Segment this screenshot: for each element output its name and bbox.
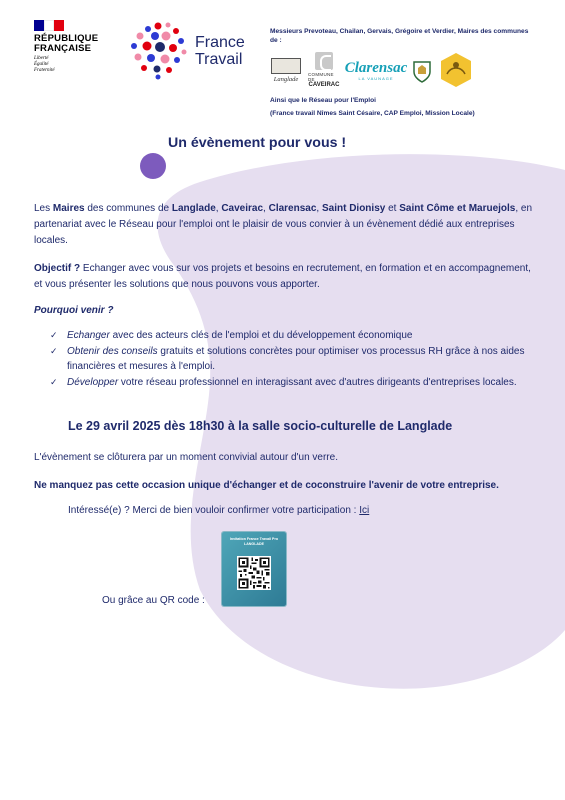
intro-bold-langlade: Langlade [171, 203, 216, 214]
closing-text: L'évènement se clôturera par un moment convivial autour d'un verre. [34, 452, 338, 463]
reseau-emploi-block [270, 94, 550, 120]
pourquoi-heading: Pourquoi venir ? [34, 305, 114, 316]
confirm-text: Intéressé(e) ? Merci de bien vouloir confirmer votre participation : [68, 505, 360, 516]
purple-dot-decoration [140, 153, 166, 179]
intro-bold-saint-dionisy: Saint Dionisy [321, 203, 386, 214]
caveirac-logo [308, 52, 340, 88]
reason-emphasis: Echanger [67, 330, 110, 341]
reseau-line1: Ainsi que le Réseau pour l'Emploi [270, 97, 376, 104]
french-flag-icon [34, 20, 64, 31]
qr-card-line2: LANGLADE [244, 542, 264, 546]
saint-dionisy-crest-icon [412, 60, 432, 84]
france-travail-logo [128, 20, 263, 80]
confirm-link[interactable]: Ici [359, 505, 370, 516]
checkmark-icon: ✓ [50, 377, 58, 387]
caveirac-logo-top: COMMUNE DE [308, 72, 334, 82]
intro-text: des communes de [84, 203, 172, 214]
list-item [50, 344, 540, 374]
reason-text: gratuits et solutions concrètes pour optimiser vos processus RH grâce à nos aides financières et mesures à l'emploi. [67, 346, 525, 372]
caveirac-logo-name: CAVEIRAC [308, 82, 340, 88]
objectif-label: Objectif ? [34, 263, 81, 274]
qr-code-icon [237, 556, 271, 590]
intro-text: , en partenariat avec le Réseau pour l'emploi ont le plaisir de vous convier à un évènement dédié aux entreprises locales. [34, 203, 533, 246]
reason-emphasis: Obtenir des conseils [67, 346, 158, 357]
list-item [50, 375, 540, 390]
intro-bold-maires: Maires [52, 203, 85, 214]
commune-logos [270, 52, 480, 90]
langlade-logo-text: Langlade [273, 75, 299, 83]
republique-motto [34, 56, 124, 74]
reseau-line2: (France travail Nîmes Saint Césaire, CAP Emploi, Mission Locale) [270, 110, 475, 117]
intro-bold-clarensac: Clarensac [268, 203, 317, 214]
page-title: Un évènement pour vous ! [168, 135, 347, 151]
confirm-participation [68, 503, 488, 519]
event-date-line: Le 29 avril 2025 dès 18h30 à la salle socio-culturelle de Langlade [68, 419, 453, 433]
reason-text: votre réseau professionnel en interagissant avec d'autres dirigeants d'entreprises locales. [118, 377, 517, 388]
intro-bold-caveirac: Caveirac [221, 203, 264, 214]
reason-text: avec des acteurs clés de l'emploi et du développement économique [109, 330, 413, 341]
qr-code-label: Ou grâce au QR code : [102, 595, 205, 606]
republique-line2: FRANÇAISE [34, 43, 92, 54]
intro-bold-saint-come: Saint Côme et Maruejols [399, 203, 516, 214]
checkmark-icon: ✓ [50, 346, 58, 356]
clarensac-logo-name: Clarensac [344, 59, 408, 76]
france-travail-dots-icon [128, 20, 190, 80]
objectif-text: Echanger avec vous sur vos projets et besoins en recrutement, en formation et en accompagnement, et vous présenter les solutions que nous pouvons vous apporter. [34, 263, 531, 290]
republique-francaise-logo [34, 20, 124, 74]
intro-text: Les [34, 203, 53, 214]
list-item [50, 328, 540, 343]
intro-text: , [215, 203, 222, 214]
motto-liberte: Liberté [34, 56, 49, 61]
intro-paragraph [34, 201, 534, 249]
reason-emphasis: Développer [67, 377, 119, 388]
france-travail-wordmark [195, 34, 245, 68]
motto-egalite: Égalité [34, 62, 49, 67]
saint-come-maruejols-logo-icon [438, 52, 474, 88]
intro-text: et [385, 203, 400, 214]
reasons-list [50, 328, 540, 391]
langlade-emblem-icon [271, 58, 301, 74]
france-travail-line2: Travail [195, 51, 243, 68]
france-travail-line1: France [195, 34, 245, 51]
intro-text: , [316, 203, 322, 214]
langlade-logo [270, 54, 302, 86]
checkmark-icon: ✓ [50, 330, 58, 340]
republique-line1: RÉPUBLIQUE [34, 33, 99, 44]
mayors-address: Messieurs Prevoteau, Chailan, Gervais, Grégoire et Verdier, Maires des communes de : [270, 28, 529, 44]
call-to-action: Ne manquez pas cette occasion unique d'échanger et de coconstruire l'avenir de votre entreprise. [34, 480, 499, 491]
caveirac-emblem-icon [315, 52, 333, 70]
qr-card-line1: Invitation France Travail Pro [229, 537, 279, 541]
clarensac-logo [344, 52, 408, 88]
motto-fraternite: Fraternité [34, 68, 55, 73]
clarensac-logo-sub: LA VAUNAGE [358, 75, 394, 81]
objectif-paragraph [34, 261, 534, 293]
intro-text: , [263, 203, 269, 214]
qr-code-card[interactable] [222, 532, 286, 606]
qr-card-caption [226, 537, 282, 547]
